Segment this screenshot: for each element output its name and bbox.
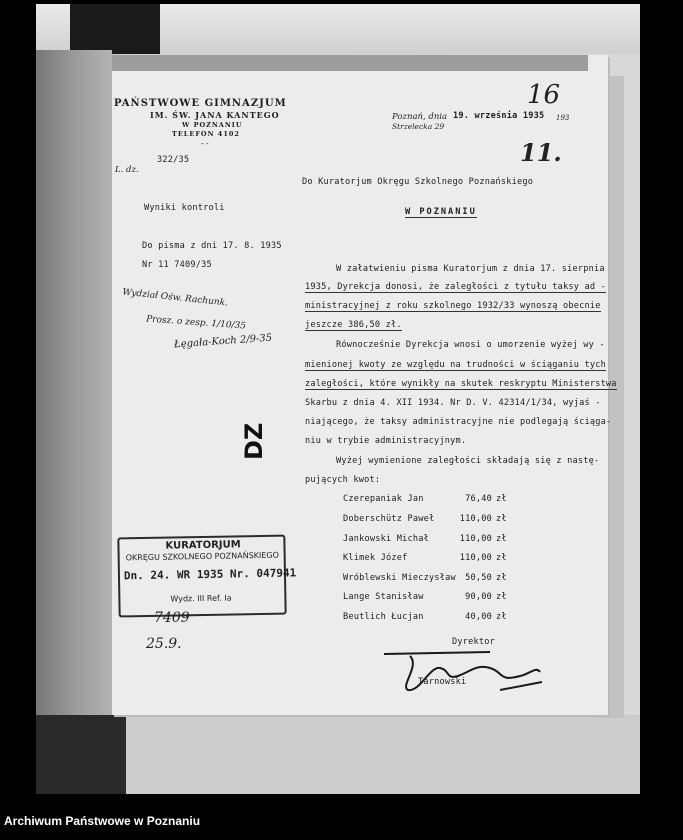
binder-shadow — [70, 4, 160, 54]
p2-line-4: Skarbu z dnia 4. XII 1934. Nr D. V. 42314/1/34, wyjaś - — [305, 398, 601, 408]
handwritten-page-number: 16 — [527, 80, 561, 110]
paper-top-strip — [112, 55, 588, 71]
letterhead-line-1: PAŃSTWOWE GIMNAZJUM — [114, 98, 287, 109]
table-row-value: 50,50 — [465, 573, 492, 583]
stamp-line-3: Dn. 24. WR 1935 Nr. 047941 — [123, 566, 297, 583]
p2-line-3: zaległości, które wynikły na skutek reskryptu Ministerstwa — [305, 379, 617, 389]
scan-bottom-band — [36, 715, 640, 794]
table-row-value: 110,00 — [459, 534, 492, 544]
reference-number: 322/35 — [157, 155, 190, 165]
table-row-name: Czerepaniak Jan — [343, 494, 424, 504]
p2-line-6: niu w trybie administracyjnym. — [305, 436, 467, 446]
p1-line-4: jeszcze 386,50 zł. — [305, 320, 402, 330]
table-row-value: 40,00 — [465, 612, 492, 622]
table-row-currency: zł — [496, 514, 507, 524]
stamp-line-4: Wydz. III Ref. Ia — [170, 593, 232, 604]
p1-line-1: W załatwieniu pisma Kuratorjum z dnia 17. sierpnia — [336, 264, 605, 274]
handwritten-date-note: 25.9. — [146, 636, 182, 652]
year-suffix: 193 — [556, 114, 570, 122]
addressee-line-1: Do Kuratorjum Okręgu Szkolnego Poznańskiego — [302, 177, 534, 187]
reference-line-1: Do pisma z dni 17. 8. 1935 — [142, 241, 282, 251]
p1-line-2: 1935, Dyrekcja donosi, że zaległości z tytułu taksy ad - — [305, 282, 606, 292]
stamp-line-2: OKRĘGU SZKOLNEGO POZNAŃSKIEGO — [125, 550, 279, 563]
p2-line-5: niającego, że taksy administracyjne nie podlegają ściąga- — [305, 417, 612, 427]
letter-date: 19. września 1935 — [453, 111, 545, 121]
table-row-name: Klimek Józef — [343, 553, 408, 563]
table-row-value: 90,00 — [465, 592, 492, 602]
letterhead-line-4: TELEFON 4102 — [172, 130, 240, 138]
letterhead-line-3: W POZNANIU — [182, 121, 243, 129]
handwritten-mark: 11. — [520, 138, 562, 167]
p3-line-1: Wyżej wymienione zaległości składają się z nastę- — [336, 456, 600, 466]
subject: Wyniki kontroli — [144, 203, 225, 213]
handwritten-note-1: Wydział Ośw. Rachunk. — [121, 287, 229, 309]
letterhead-mark: -- — [200, 139, 210, 148]
table-row-value: 110,00 — [459, 514, 492, 524]
letterhead-line-2: IM. ŚW. JANA KANTEGO — [150, 110, 280, 120]
table-row-name: Lange Stanisław — [343, 592, 424, 602]
stamp-line-1: KURATORJUM — [165, 539, 241, 552]
table-row-value: 76,40 — [465, 494, 492, 504]
p2-line-1: Równocześnie Dyrekcja wnosi o umorzenie wyżej wy - — [336, 340, 605, 350]
addressee-line-2: W POZNANIU — [405, 207, 477, 217]
ldz-label: L. dz. — [115, 165, 139, 175]
table-row-currency: zł — [496, 494, 507, 504]
scan-bottom-shadow — [36, 715, 126, 794]
folder-left-strip — [36, 50, 112, 715]
table-row-name: Wróblewski Mieczysław — [343, 573, 456, 583]
table-row-name: Beutlich Łucjan — [343, 612, 424, 622]
signature-scrawl — [380, 646, 550, 696]
table-row-currency: zł — [496, 573, 507, 583]
table-row-currency: zł — [496, 592, 507, 602]
place-label: Poznań, dnia — [392, 112, 448, 122]
table-row-name: Doberschütz Paweł — [343, 514, 435, 524]
p3-line-2: pujących kwot: — [305, 475, 381, 485]
side-mark: DZ — [240, 422, 268, 460]
table-row-currency: zł — [496, 534, 507, 544]
handwritten-note-3: Łęgała-Koch 2/9-35 — [173, 332, 273, 351]
archive-footer: Archiwum Państwowe w Poznaniu — [4, 814, 201, 828]
handwritten-ref: 7409 — [154, 610, 190, 626]
table-row-currency: zł — [496, 612, 507, 622]
signature-title: Dyrektor — [452, 637, 495, 647]
table-row-currency: zł — [496, 553, 507, 563]
p1-line-3: ministracyjnej z roku szkolnego 1932/33 wynoszą obecnie — [305, 301, 601, 311]
table-row-name: Jankowski Michał — [343, 534, 429, 544]
table-row-value: 110,00 — [459, 553, 492, 563]
kuratorjum-stamp — [117, 535, 297, 618]
reference-line-2: Nr 11 7409/35 — [142, 260, 212, 270]
handwritten-note-2: Prosz. o zesp. 1/10/35 — [145, 314, 247, 332]
p2-line-2: mienionej kwoty ze względu na trudności w ściąganiu tych — [305, 360, 606, 370]
street-label: Strzelecka 29 — [392, 122, 445, 131]
signature-name: Tarnowski — [418, 677, 467, 687]
